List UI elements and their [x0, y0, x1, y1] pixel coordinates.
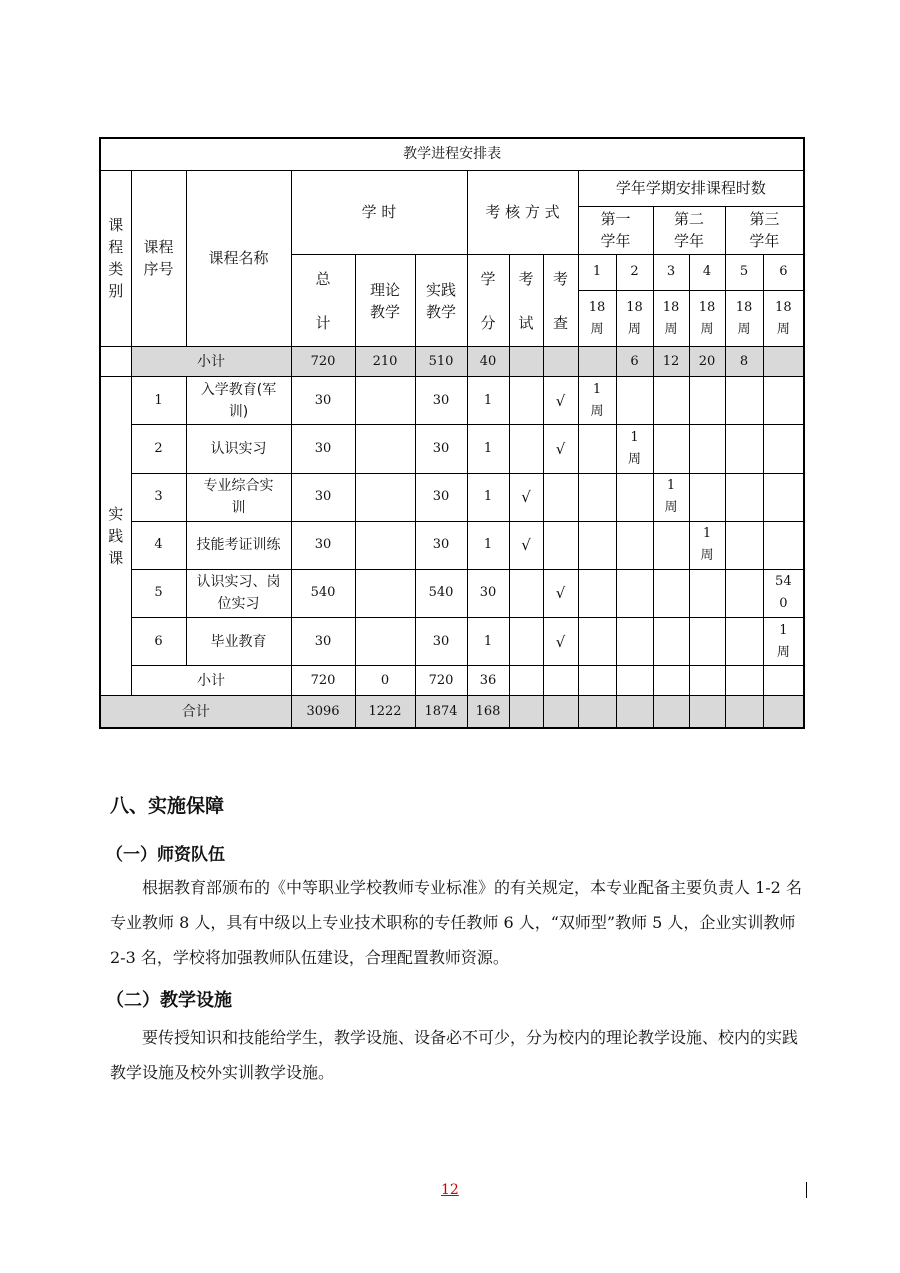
teaching-schedule-table	[99, 137, 805, 729]
row-credit: 1	[467, 521, 509, 569]
row-practice: 30	[415, 377, 467, 425]
subtotal-row	[100, 347, 804, 377]
term-1: 1	[578, 254, 616, 290]
row-term-6	[763, 521, 804, 569]
row-term-6: 1周	[763, 618, 804, 666]
row-term-6	[763, 377, 804, 425]
row-term-2	[616, 473, 653, 521]
row-total: 30	[291, 473, 355, 521]
row-name: 认识实习、岗位实习	[186, 569, 291, 617]
row-seq: 2	[131, 425, 186, 473]
subtotal-check	[543, 347, 578, 377]
row-term-4	[689, 473, 725, 521]
row-exam	[509, 425, 543, 473]
row-total: 30	[291, 425, 355, 473]
header-name: 课程名称	[186, 170, 291, 347]
row-seq: 5	[131, 569, 186, 617]
row-credit: 30	[467, 569, 509, 617]
weeks-1: 18周	[578, 290, 616, 346]
header-assess: 考 核 方 式	[467, 170, 578, 254]
subtotal-term-1	[578, 347, 616, 377]
row-name: 认识实习	[186, 425, 291, 473]
row-credit: 1	[467, 425, 509, 473]
grand-total-label: 合计	[100, 696, 291, 728]
paragraph-faculty: 根据教育部颁布的《中等职业学校教师专业标准》的有关规定，本专业配备主要负责人 1-2 名专业教师 8 人，具有中级以上专业技术职称的专任教师 6 人，“双师型”教师 5 人，企业实训教师 2-3 名，学校将加强教师队伍建设，合理配置教师资源。	[110, 878, 802, 967]
row-theory	[355, 569, 415, 617]
row-term-3	[653, 425, 689, 473]
row-total: 540	[291, 569, 355, 617]
row-theory	[355, 473, 415, 521]
row-seq: 4	[131, 521, 186, 569]
row-term-4: 1周	[689, 521, 725, 569]
grand-total-row	[100, 696, 804, 728]
row-exam	[509, 618, 543, 666]
row-total: 30	[291, 377, 355, 425]
row-check	[543, 521, 578, 569]
row-term-1	[578, 425, 616, 473]
header-year3: 第三学年	[725, 206, 804, 254]
header-hours-theory: 理论教学	[355, 254, 415, 346]
row-theory	[355, 618, 415, 666]
table-row	[100, 521, 804, 569]
weeks-6: 18周	[763, 290, 804, 346]
table-row	[100, 618, 804, 666]
row-name: 技能考证训练	[186, 521, 291, 569]
row-name: 入学教育(军训)	[186, 377, 291, 425]
subtotal-term-4: 20	[689, 347, 725, 377]
row-total: 30	[291, 618, 355, 666]
header-seq: 课程序号	[131, 170, 186, 347]
row-term-2	[616, 569, 653, 617]
margin-bar	[806, 1182, 807, 1198]
row-seq: 6	[131, 618, 186, 666]
row-check: √	[543, 377, 578, 425]
header-year1: 第一学年	[578, 206, 653, 254]
row-exam	[509, 377, 543, 425]
header-credit: 学分	[467, 254, 509, 346]
row-check: √	[543, 569, 578, 617]
row-term-6: 540	[763, 569, 804, 617]
row-term-2	[616, 618, 653, 666]
row-term-6	[763, 425, 804, 473]
row-term-2	[616, 521, 653, 569]
table-row	[100, 569, 804, 617]
row-term-5	[725, 425, 763, 473]
header-exam: 考试	[509, 254, 543, 346]
row-check: √	[543, 425, 578, 473]
header-semester: 学年学期安排课程时数	[578, 170, 804, 206]
subtotal-term-3: 12	[653, 347, 689, 377]
row-seq: 3	[131, 473, 186, 521]
practice-subtotal-label: 小计	[131, 666, 291, 696]
subtotal-term-5: 8	[725, 347, 763, 377]
term-3: 3	[653, 254, 689, 290]
row-name: 专业综合实训	[186, 473, 291, 521]
header-hours-total: 总计	[291, 254, 355, 346]
row-practice: 30	[415, 618, 467, 666]
row-term-1: 1周	[578, 377, 616, 425]
row-practice: 30	[415, 521, 467, 569]
row-theory	[355, 425, 415, 473]
term-5: 5	[725, 254, 763, 290]
grand-total-theory: 1222	[355, 696, 415, 728]
practice-subtotal-total: 720	[291, 666, 355, 696]
grand-total-credit: 168	[467, 696, 509, 728]
subtotal-credit: 40	[467, 347, 509, 377]
row-term-6	[763, 473, 804, 521]
term-6: 6	[763, 254, 804, 290]
row-theory	[355, 521, 415, 569]
row-term-4	[689, 377, 725, 425]
table-row	[100, 425, 804, 473]
row-credit: 1	[467, 618, 509, 666]
page-number: 12	[441, 1182, 459, 1198]
weeks-5: 18周	[725, 290, 763, 346]
term-2: 2	[616, 254, 653, 290]
row-practice: 30	[415, 473, 467, 521]
row-term-4	[689, 425, 725, 473]
practice-subtotal-credit: 36	[467, 666, 509, 696]
row-term-4	[689, 618, 725, 666]
grand-total-practice: 1874	[415, 696, 467, 728]
subsection-heading-facilities: （二）教学设施	[106, 990, 232, 1011]
row-term-1	[578, 473, 616, 521]
subtotal-label: 小计	[131, 347, 291, 377]
row-term-1	[578, 569, 616, 617]
row-exam: √	[509, 521, 543, 569]
practice-subtotal-theory: 0	[355, 666, 415, 696]
subtotal-total: 720	[291, 347, 355, 377]
table-row	[100, 377, 804, 425]
row-theory	[355, 377, 415, 425]
row-term-2	[616, 377, 653, 425]
table-row	[100, 473, 804, 521]
grand-total-total: 3096	[291, 696, 355, 728]
category-practice: 实践课	[100, 377, 131, 696]
subsection-heading-faculty: （一）师资队伍	[106, 845, 225, 865]
row-exam: √	[509, 473, 543, 521]
practice-subtotal-row	[100, 666, 804, 696]
row-practice: 30	[415, 425, 467, 473]
subtotal-term-2: 6	[616, 347, 653, 377]
row-total: 30	[291, 521, 355, 569]
row-term-3	[653, 521, 689, 569]
header-hours: 学 时	[291, 170, 467, 254]
row-credit: 1	[467, 377, 509, 425]
header-year2: 第二学年	[653, 206, 725, 254]
row-term-2: 1周	[616, 425, 653, 473]
weeks-2: 18周	[616, 290, 653, 346]
row-term-1	[578, 521, 616, 569]
section-heading: 八、实施保障	[110, 795, 225, 817]
row-check: √	[543, 618, 578, 666]
row-term-3	[653, 377, 689, 425]
row-term-3: 1周	[653, 473, 689, 521]
row-seq: 1	[131, 377, 186, 425]
subtotal-term-6	[763, 347, 804, 377]
table-title: 教学进程安排表	[100, 138, 804, 170]
row-check	[543, 473, 578, 521]
header-check: 考查	[543, 254, 578, 346]
row-practice: 540	[415, 569, 467, 617]
header-hours-practice: 实践教学	[415, 254, 467, 346]
row-term-5	[725, 569, 763, 617]
subtotal-practice: 510	[415, 347, 467, 377]
header-category: 课程类别	[100, 170, 131, 347]
row-term-5	[725, 377, 763, 425]
row-credit: 1	[467, 473, 509, 521]
row-term-5	[725, 473, 763, 521]
subtotal-exam	[509, 347, 543, 377]
practice-subtotal-practice: 720	[415, 666, 467, 696]
row-term-3	[653, 569, 689, 617]
row-term-1	[578, 618, 616, 666]
weeks-4: 18周	[689, 290, 725, 346]
paragraph-facilities: 要传授知识和技能给学生，教学设施、设备必不可少，分为校内的理论教学设施、校内的实践教学设施及校外实训教学设施。	[110, 1028, 799, 1082]
row-name: 毕业教育	[186, 618, 291, 666]
row-term-3	[653, 618, 689, 666]
row-term-5	[725, 618, 763, 666]
row-exam	[509, 569, 543, 617]
subtotal-theory: 210	[355, 347, 415, 377]
term-4: 4	[689, 254, 725, 290]
row-term-5	[725, 521, 763, 569]
weeks-3: 18周	[653, 290, 689, 346]
row-term-4	[689, 569, 725, 617]
